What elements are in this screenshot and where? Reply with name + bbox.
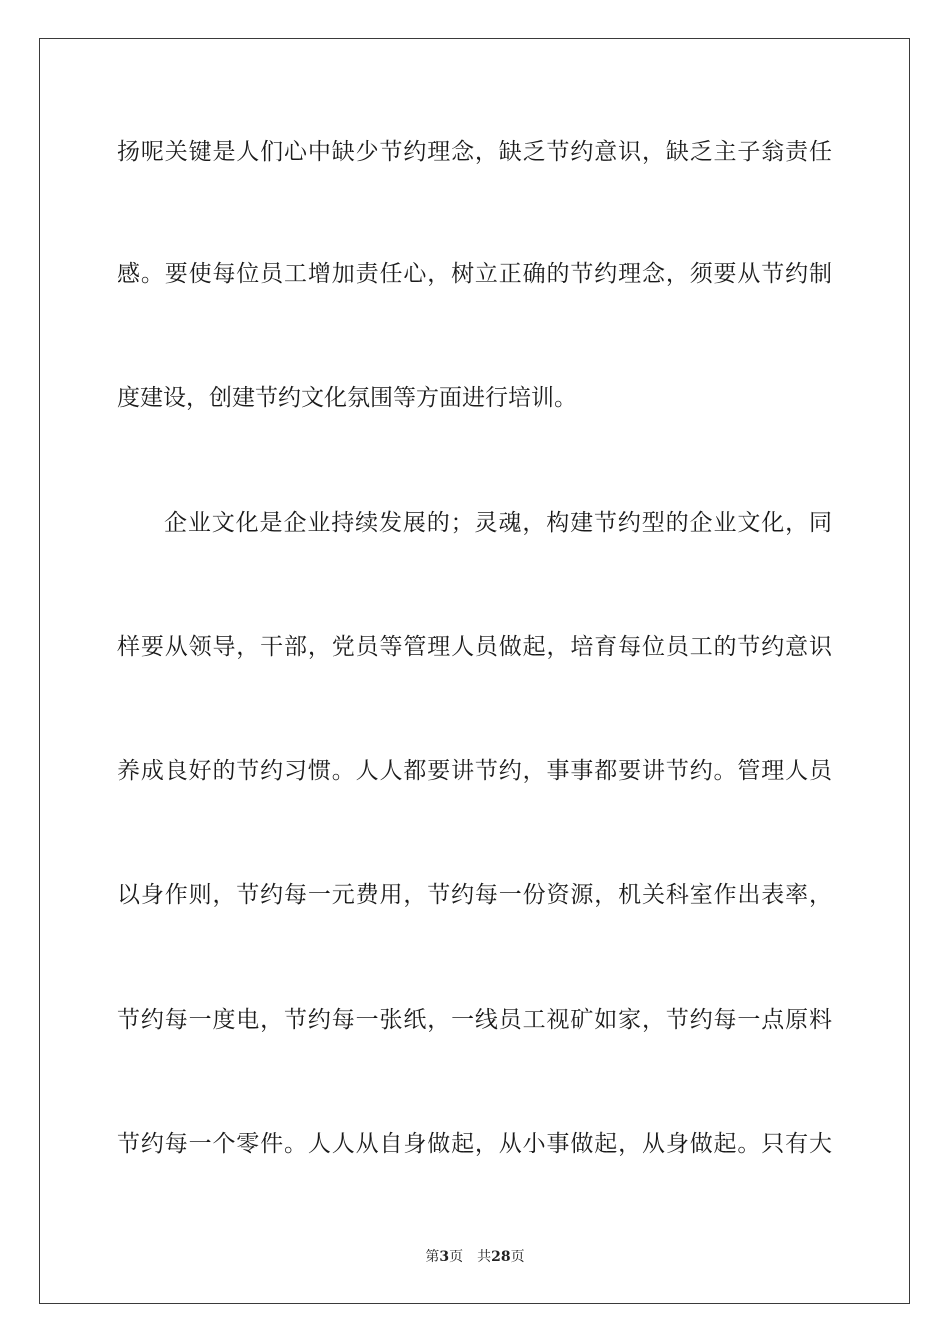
text-line-1: 扬呢关键是人们心中缺少节约理念，缺乏节约意识，缺乏主子翁责任 [117, 139, 832, 165]
text-line-5: 样要从领导，干部，党员等管理人员做起，培育每位员工的节约意识 [117, 634, 832, 660]
text-line-7: 以身作则，节约每一元费用，节约每一份资源，机关科室作出表率， [117, 882, 832, 908]
current-page-number: 3 [439, 1249, 450, 1265]
text-line-3: 度建设，创建节约文化氛围等方面进行培训。 [117, 385, 577, 411]
footer-mid: 页 共 [449, 1249, 492, 1265]
text-line-8: 节约每一度电，节约每一张纸，一线员工视矿如家，节约每一点原料 [117, 1007, 832, 1033]
page-border [39, 38, 910, 1304]
total-page-number: 28 [491, 1249, 511, 1265]
text-line-6: 养成良好的节约习惯。人人都要讲节约，事事都要讲节约。管理人员 [117, 758, 832, 784]
page-footer [0, 1247, 950, 1267]
text-line-2: 感。要使每位员工增加责任心，树立正确的节约理念，须要从节约制 [117, 261, 832, 287]
footer-prefix: 第 [425, 1249, 440, 1265]
text-line-4-paragraph-start: 企业文化是企业持续发展的；灵魂，构建节约型的企业文化，同 [164, 510, 832, 536]
text-line-9: 节约每一个零件。人人从自身做起，从小事做起，从身做起。只有大 [117, 1131, 832, 1157]
footer-suffix: 页 [510, 1249, 525, 1265]
